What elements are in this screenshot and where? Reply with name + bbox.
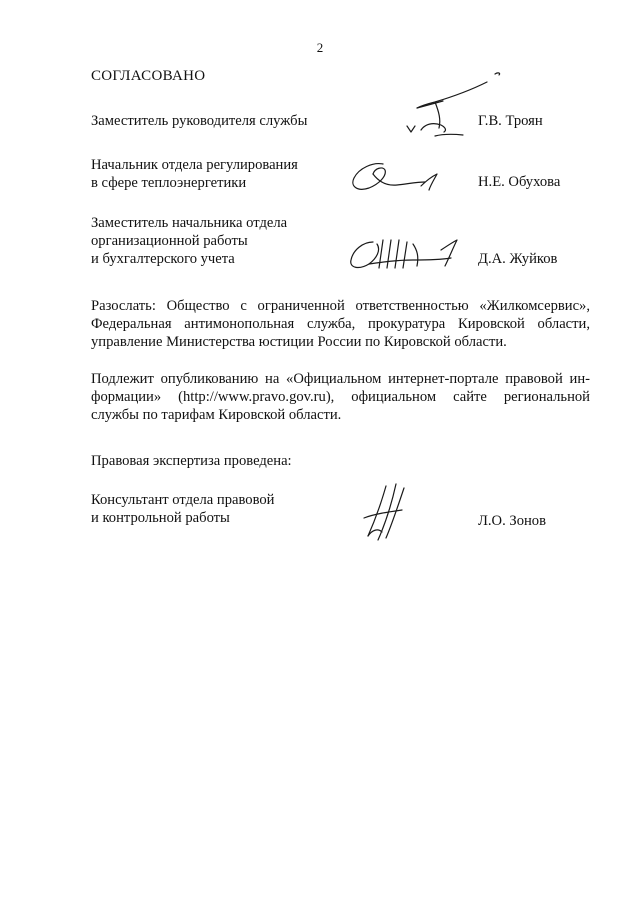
position-line: Заместитель начальника отдела [91,215,288,231]
distribution-line: Федеральная антимонопольная служба, прокуратура Кировской области, [91,316,590,332]
publication-line: Подлежит опубликованию на «Официальном интернет-портале правовой ин- [91,371,590,387]
position-line: в сфере теплоэнергетики [91,175,247,191]
publication-line: службы по тарифам Кировской области. [91,407,342,423]
distribution-line: управление Министерства юстиции России по Кировской области. [91,334,507,350]
agreed-heading: СОГЛАСОВАНО [91,68,206,84]
signature-obukhova [345,152,455,202]
signatory-3-position [91,214,311,268]
position-line: и контрольной работы [91,510,230,526]
consultant-position [91,491,311,527]
signature-zonov [358,478,418,558]
signature-troyan [395,68,535,148]
position-line: Начальник отдела регулирования [91,157,298,173]
signatory-1-name: Г.В. Троян [478,113,543,129]
distribution-line: Разослать: Общество с ограниченной ответственностью «Жилкомсервис», [91,298,590,314]
position-line: организационной работы [91,233,248,249]
signature-zhuykov [343,230,473,280]
consultant-name: Л.О. Зонов [478,513,546,529]
position-line: Заместитель руководителя службы [91,113,308,129]
signatory-2-name: Н.Е. Обухова [478,174,561,190]
signatory-3-name: Д.А. Жуйков [478,251,558,267]
publication-paragraph [91,370,590,424]
signatory-2-position [91,156,311,192]
position-line: и бухгалтерского учета [91,251,235,267]
position-line: Консультант отдела правовой [91,492,275,508]
distribution-paragraph [91,297,590,351]
publication-line: формации» (http://www.pravo.gov.ru), официальном сайте региональной [91,389,590,405]
page-number: 2 [316,40,324,55]
legal-review-note: Правовая экспертиза проведена: [91,453,292,469]
signatory-1-position [91,112,311,130]
